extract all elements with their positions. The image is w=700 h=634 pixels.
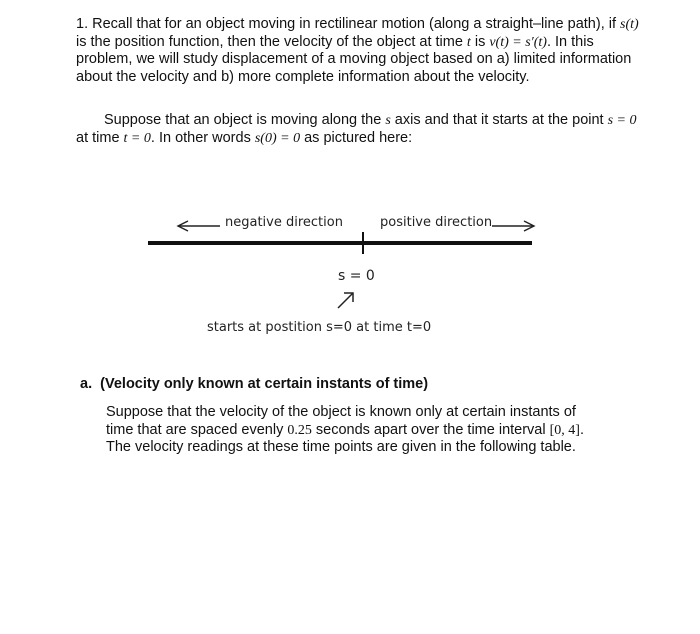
problem-setup [76, 112, 646, 147]
s-axis-line [148, 241, 532, 245]
start-position: s = 0 [607, 113, 637, 128]
part-a-letter: a. [80, 376, 93, 392]
start-time: t = 0 [123, 130, 151, 146]
positive-direction-label: positive direction [380, 215, 493, 230]
problem-intro [76, 16, 646, 86]
intro-text-c: is [470, 33, 490, 50]
setup-text-b: axis and that it starts at the point [390, 112, 608, 128]
negative-direction-label: negative direction [225, 215, 343, 230]
time-interval: [0, 4] [549, 422, 580, 438]
number-line-diagram [0, 190, 700, 350]
time-spacing: 0.25 [287, 422, 312, 438]
velocity-definition: v(t) = s′(t) [489, 34, 547, 50]
problem-number: 1. [76, 16, 89, 32]
setup-text-a: Suppose that an object is moving along the [104, 112, 386, 128]
part-a-text-b: seconds apart over the time interval [311, 421, 550, 438]
intro-text-d: . In this problem, we will study displacement of a moving object based on a) limited information about the velocity and b) more complete information about the velocity. [76, 33, 632, 85]
part-a-text-a: Suppose that the velocity of the object is known only at certain instants of time that are spaced evenly [106, 404, 576, 438]
right-arrow-icon [492, 220, 536, 232]
setup-text-d: . In other words [150, 129, 255, 146]
intro-text-b: is the position function, then the velocity of the object at time [76, 33, 467, 50]
part-a-title: (Velocity only known at certain instants of time) [100, 376, 429, 392]
part-a-text-c: . The velocity readings at these time points are given in the following table. [106, 421, 584, 455]
setup-text-e: as pictured here: [300, 129, 413, 146]
time-variable: t [466, 34, 471, 50]
part-a-body [106, 404, 606, 457]
start-caption: starts at postition s=0 at time t=0 [207, 320, 432, 335]
origin-tick [362, 232, 364, 254]
diagonal-arrow-icon [336, 290, 356, 310]
origin-label: s = 0 [338, 268, 375, 284]
part-a-heading [80, 376, 640, 394]
initial-condition: s(0) = 0 [254, 130, 301, 146]
left-arrow-icon [176, 220, 220, 232]
position-function: s(t) [620, 17, 639, 32]
setup-text-c: at time [76, 129, 124, 146]
axis-variable: s [385, 113, 391, 128]
intro-text-a: Recall that for an object moving in rectilinear motion (along a straight–line path), if [92, 16, 621, 32]
